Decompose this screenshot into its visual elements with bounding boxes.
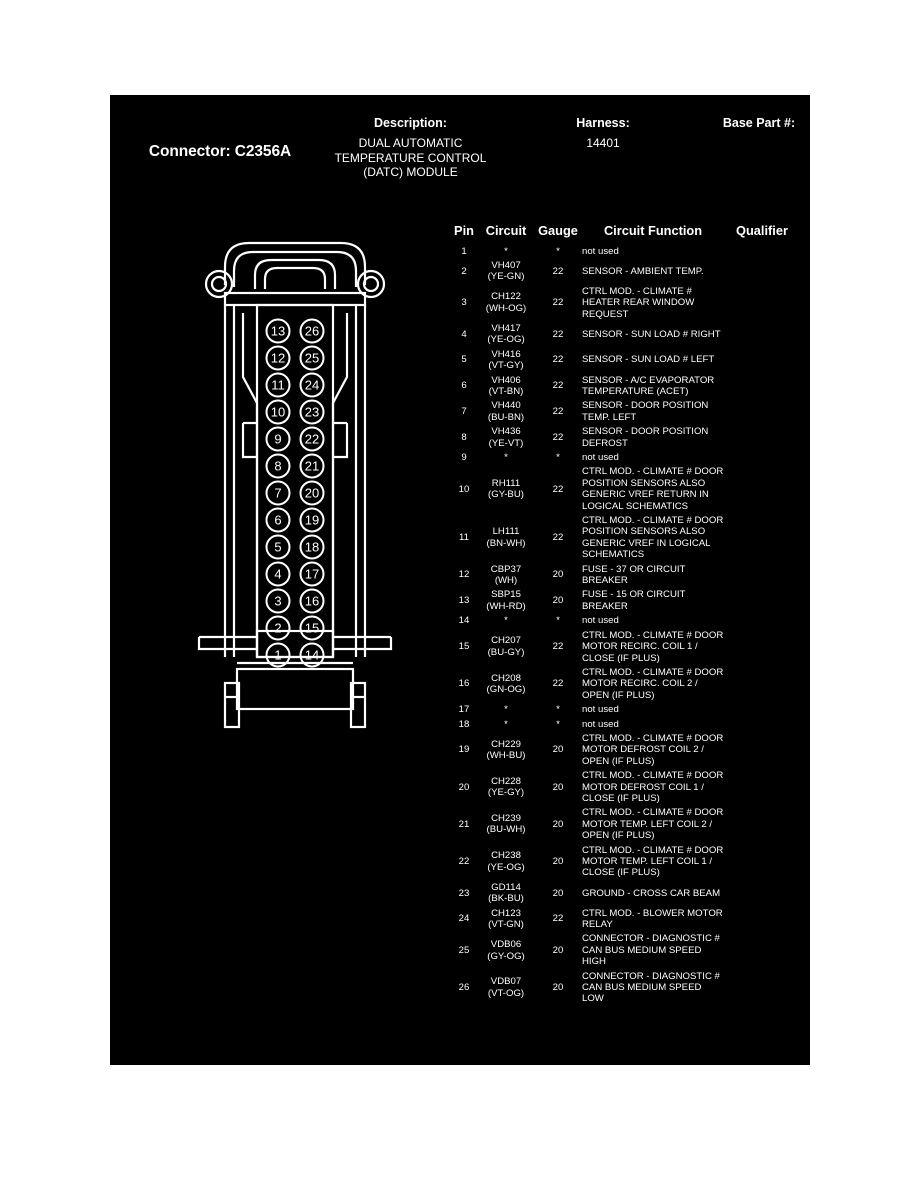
harness-label: Harness: [576, 116, 630, 130]
cell-pin: 15 [458, 641, 470, 653]
cell-qualifier [724, 514, 800, 563]
cell-circuit [478, 588, 534, 614]
cell-pin: 10 [458, 483, 470, 495]
table-row [450, 451, 800, 465]
cell-qualifier [724, 731, 800, 768]
cell-circuit-function: SENSOR - A/C EVAPORATOR TEMPERATURE (ACET) [582, 374, 715, 397]
cell-gauge: * [556, 452, 560, 463]
table-row [450, 244, 800, 258]
cell-gauge: 20 [552, 818, 564, 830]
circuit-code: VH440 [491, 400, 521, 412]
cell-qualifier [724, 932, 800, 969]
cell-qualifier [724, 451, 800, 465]
column-header-circuit: Circuit [485, 223, 527, 238]
cell-circuit-function: SENSOR - DOOR POSITION TEMP. LEFT [582, 400, 709, 423]
cell-circuit [478, 373, 534, 399]
cell-gauge: 22 [552, 406, 564, 418]
cell-pin: 14 [458, 615, 470, 627]
cell-gauge: 22 [552, 380, 564, 392]
cell-circuit-function: CTRL MOD. - CLIMATE # DOOR MOTOR DEFROST COIL 1 / CLOSE (IF PLUS) [582, 770, 724, 804]
cell-pin: 18 [458, 718, 470, 730]
cell-circuit [478, 703, 534, 717]
circuit-code: CH228 [491, 775, 521, 787]
table-row [450, 665, 800, 702]
cell-pin: 2 [461, 265, 467, 277]
circuit-code: VH406 [491, 374, 521, 386]
pin-number-5: 5 [274, 539, 282, 555]
circuit-code: VDB06 [490, 939, 522, 951]
cell-qualifier [724, 614, 800, 628]
cell-qualifier [724, 373, 800, 399]
cell-gauge: 20 [552, 595, 564, 607]
table-row [450, 284, 800, 321]
circuit-code: VH417 [491, 322, 521, 334]
cell-gauge: 22 [552, 328, 564, 340]
cell-gauge: * [556, 704, 560, 716]
cell-gauge: 22 [552, 265, 564, 277]
circuit-code: CH122 [491, 291, 521, 303]
cell-gauge: 20 [552, 982, 564, 994]
cell-circuit-function: CONNECTOR - DIAGNOSTIC # CAN BUS MEDIUM SPEED HIGH [582, 933, 720, 968]
pin-number-22: 22 [304, 431, 320, 447]
circuit-code: CBP37 [490, 563, 522, 575]
cell-circuit [478, 514, 534, 563]
cell-circuit [478, 717, 534, 731]
cell-qualifier [724, 321, 800, 347]
cell-circuit-function: SENSOR - DOOR POSITION DEFROST [582, 426, 709, 449]
cell-pin: 22 [458, 856, 470, 867]
circuit-wire-color: (WH-BU) [486, 750, 526, 762]
cell-gauge: * [556, 245, 560, 257]
cell-circuit-function: not used [582, 704, 619, 716]
circuit-wire-color: (WH-OG) [485, 302, 527, 314]
circuit-code: CH207 [491, 635, 521, 647]
cell-qualifier [724, 717, 800, 731]
cell-qualifier [724, 244, 800, 258]
cell-pin: 17 [458, 704, 470, 716]
cell-gauge: 20 [552, 944, 564, 956]
column-header-function: Circuit Function [603, 223, 703, 238]
table-row [450, 514, 800, 563]
cell-circuit-function: CONNECTOR - DIAGNOSTIC # CAN BUS MEDIUM SPEED LOW [582, 970, 720, 1005]
circuit-code: SBP15 [491, 589, 521, 601]
table-row [450, 628, 800, 665]
cell-circuit-function: FUSE - 15 OR CIRCUIT BREAKER [582, 589, 686, 612]
cell-circuit-function: CTRL MOD. - CLIMATE # DOOR MOTOR RECIRC. COIL 1 / CLOSE (IF PLUS) [582, 629, 724, 664]
cell-circuit [478, 399, 534, 425]
connector-datasheet-panel [110, 95, 810, 1065]
pinout-table [450, 223, 800, 1006]
pin-number-24: 24 [304, 377, 320, 393]
pin-number-10: 10 [270, 404, 286, 420]
cell-qualifier [724, 562, 800, 588]
cell-pin: 3 [461, 297, 467, 309]
cell-circuit [478, 284, 534, 321]
cell-circuit [478, 347, 534, 373]
cell-circuit [478, 731, 534, 768]
pinout-table-body [450, 244, 800, 1006]
cell-qualifier [724, 425, 800, 451]
circuit-wire-color: (BN-WH) [486, 537, 526, 549]
cell-circuit [478, 769, 534, 806]
cell-qualifier [724, 969, 800, 1006]
cell-qualifier [724, 769, 800, 806]
cell-pin: 6 [461, 380, 467, 392]
cell-qualifier [724, 665, 800, 702]
cell-circuit [478, 244, 534, 258]
circuit-code: LH111 [492, 526, 520, 538]
pin-number-3: 3 [274, 593, 282, 609]
circuit-wire-color: (BU-GY) [487, 646, 525, 658]
base-part-label: Base Part #: [722, 116, 796, 130]
cell-pin: 1 [461, 245, 467, 257]
circuit-code: VH436 [491, 426, 521, 438]
pin-number-12: 12 [270, 350, 286, 366]
cell-circuit [478, 880, 534, 906]
cell-pin: 7 [461, 406, 467, 418]
column-header-gauge: Gauge [538, 223, 578, 238]
table-row [450, 731, 800, 768]
table-row [450, 465, 800, 514]
pin-number-26: 26 [304, 323, 320, 339]
cell-pin: 25 [458, 944, 470, 956]
pin-number-7: 7 [274, 485, 282, 501]
cell-pin: 13 [458, 595, 470, 607]
table-row [450, 321, 800, 347]
cell-gauge: 20 [552, 569, 564, 581]
pin-number-4: 4 [274, 566, 282, 582]
table-row [450, 562, 800, 588]
pin-number-18: 18 [304, 539, 320, 555]
pin-number-17: 17 [304, 566, 320, 582]
cell-circuit-function: CTRL MOD. - CLIMATE # DOOR MOTOR DEFROST COIL 2 / OPEN (IF PLUS) [582, 732, 724, 767]
cell-circuit-function: not used [582, 452, 619, 463]
table-row [450, 717, 800, 731]
cell-circuit [478, 628, 534, 665]
cell-gauge: 20 [552, 744, 564, 756]
circuit-code: VDB07 [490, 976, 522, 988]
circuit-wire-color: (GY-BU) [488, 489, 524, 501]
cell-pin: 19 [458, 744, 470, 756]
column-header-pin: Pin [454, 223, 474, 238]
column-header-qualifier: Qualifier [736, 223, 788, 238]
table-row [450, 906, 800, 932]
table-row [450, 347, 800, 373]
circuit-wire-color: (BU-BN) [487, 411, 525, 423]
table-row [450, 769, 800, 806]
cell-gauge: 20 [552, 887, 564, 899]
cell-circuit [478, 665, 534, 702]
table-row [450, 614, 800, 628]
pin-number-1: 1 [274, 647, 282, 663]
cell-circuit-function: CTRL MOD. - CLIMATE # DOOR MOTOR TEMP. LEFT COIL 2 / OPEN (IF PLUS) [582, 807, 724, 842]
cell-pin: 4 [461, 328, 467, 340]
connector-id-title: Connector: C2356A [148, 143, 292, 160]
cell-pin: 8 [461, 431, 467, 443]
pin-number-25: 25 [304, 350, 320, 366]
table-row [450, 399, 800, 425]
pin-number-11: 11 [271, 377, 285, 393]
cell-qualifier [724, 258, 800, 284]
cell-circuit-function: not used [582, 615, 619, 627]
circuit-wire-color: (BU-WH) [486, 824, 526, 836]
table-row [450, 258, 800, 284]
pin-number-2: 2 [274, 620, 282, 636]
cell-qualifier [724, 628, 800, 665]
cell-qualifier [724, 906, 800, 932]
description-value: DUAL AUTOMATIC TEMPERATURE CONTROL (DATC) MODULE [334, 136, 487, 179]
table-row [450, 806, 800, 843]
circuit-code: VH416 [491, 348, 521, 360]
cell-circuit-function: SENSOR - SUN LOAD # RIGHT [582, 328, 721, 340]
cell-circuit-function: GROUND - CROSS CAR BEAM [582, 887, 721, 899]
pinout-table-container [450, 223, 800, 1006]
cell-gauge: 22 [552, 431, 564, 443]
cell-circuit-function: not used [582, 245, 619, 257]
cell-gauge: * [556, 718, 560, 730]
pin-number-8: 8 [274, 458, 282, 474]
cell-circuit [478, 614, 534, 628]
cell-circuit-function: not used [582, 718, 619, 730]
cell-circuit [478, 465, 534, 514]
circuit-code: CH239 [491, 813, 521, 825]
cell-circuit [478, 321, 534, 347]
cell-circuit [478, 969, 534, 1006]
cell-qualifier [724, 703, 800, 717]
cell-gauge: * [556, 615, 560, 627]
table-row [450, 880, 800, 906]
circuit-wire-color: (YE-GY) [487, 787, 525, 799]
cell-circuit-function: SENSOR - AMBIENT TEMP. [582, 265, 704, 277]
cell-qualifier [724, 806, 800, 843]
table-row [450, 969, 800, 1006]
circuit-wire-color: (VT-OG) [487, 987, 525, 999]
cell-gauge: 22 [552, 354, 564, 366]
cell-circuit [478, 425, 534, 451]
cell-circuit [478, 451, 534, 465]
cell-circuit-function: CTRL MOD. - BLOWER MOTOR RELAY [582, 907, 723, 931]
circuit-code: CH229 [491, 738, 521, 750]
circuit-wire-color: (GN-OG) [486, 684, 526, 696]
circuit-code: RH111 [491, 477, 521, 489]
base-part-column [690, 116, 850, 136]
circuit-wire-color: (YE-OG) [487, 861, 525, 873]
cell-qualifier [724, 880, 800, 906]
pin-number-19: 19 [304, 512, 320, 528]
circuit-wire-color: (VT-BN) [488, 385, 524, 397]
table-header-row [450, 223, 800, 244]
circuit-wire-color: (YE-GN) [487, 271, 525, 283]
circuit-code: CH123 [491, 907, 521, 919]
cell-gauge: 22 [552, 913, 564, 925]
circuit-code: * [504, 704, 508, 716]
cell-gauge: 22 [552, 641, 564, 653]
pin-number-20: 20 [304, 485, 320, 501]
pin-number-14: 14 [304, 647, 320, 663]
cell-qualifier [724, 588, 800, 614]
description-label: Description: [374, 116, 447, 130]
circuit-code: * [504, 718, 508, 730]
description-column [318, 116, 503, 180]
cell-qualifier [724, 465, 800, 514]
cell-gauge: 20 [552, 856, 564, 867]
cell-gauge: 22 [552, 297, 564, 309]
circuit-wire-color: (WH-RD) [486, 600, 526, 612]
circuit-wire-color: (WH) [494, 575, 518, 587]
cell-pin: 26 [458, 982, 470, 994]
pin-number-13: 13 [270, 323, 286, 339]
circuit-wire-color: (YE-VT) [488, 437, 524, 449]
cell-circuit [478, 258, 534, 284]
cell-gauge: 22 [552, 483, 564, 495]
cell-circuit-function: CTRL MOD. - CLIMATE # DOOR MOTOR TEMP. LEFT COIL 1 / CLOSE (IF PLUS) [582, 844, 724, 879]
cell-qualifier [724, 399, 800, 425]
cell-circuit [478, 806, 534, 843]
cell-circuit-function: FUSE - 37 OR CIRCUIT BREAKER [582, 563, 686, 587]
circuit-code: CH238 [491, 850, 521, 862]
cell-pin: 9 [461, 452, 467, 463]
table-row [450, 843, 800, 880]
pin-circles [267, 320, 324, 667]
cell-pin: 11 [459, 532, 469, 544]
pin-number-9: 9 [274, 431, 282, 447]
cell-circuit-function: CTRL MOD. - CLIMATE # DOOR POSITION SENSORS ALSO GENERIC VREF RETURN IN LOGICAL SCHEMATICS [582, 466, 724, 512]
cell-circuit-function: CTRL MOD. - CLIMATE # DOOR POSITION SENSORS ALSO GENERIC VREF IN LOGICAL SCHEMATICS [582, 515, 724, 561]
cell-circuit [478, 906, 534, 932]
connector-pin-layout-drawing [195, 227, 395, 737]
cell-pin: 20 [458, 781, 470, 793]
circuit-code: VH407 [491, 259, 521, 271]
table-row [450, 703, 800, 717]
table-row [450, 373, 800, 399]
cell-gauge: 20 [552, 781, 564, 793]
circuit-wire-color: (YE-OG) [487, 334, 525, 346]
cell-pin: 12 [458, 569, 470, 581]
cell-circuit [478, 562, 534, 588]
pin-number-6: 6 [274, 512, 282, 528]
cell-qualifier [724, 347, 800, 373]
cell-circuit-function: CTRL MOD. - CLIMATE # DOOR MOTOR RECIRC. COIL 2 / OPEN (IF PLUS) [582, 666, 724, 701]
pin-number-16: 16 [304, 593, 320, 609]
cell-circuit [478, 843, 534, 880]
pin-number-23: 23 [304, 404, 320, 420]
cell-circuit-function: SENSOR - SUN LOAD # LEFT [582, 354, 715, 366]
circuit-wire-color: (VT-GY) [488, 360, 524, 372]
cell-gauge: 22 [552, 532, 564, 544]
datasheet-header [110, 95, 810, 215]
cell-qualifier [724, 284, 800, 321]
cell-circuit-function: CTRL MOD. - CLIMATE # HEATER REAR WINDOW REQUEST [582, 285, 695, 320]
cell-pin: 21 [458, 818, 470, 830]
cell-pin: 16 [458, 678, 470, 690]
circuit-code: * [504, 245, 508, 257]
harness-column [528, 116, 678, 151]
pin-number-21: 21 [304, 458, 320, 474]
circuit-code: CH208 [491, 672, 521, 684]
cell-circuit [478, 932, 534, 969]
cell-pin: 24 [458, 913, 470, 925]
circuit-wire-color: (GY-OG) [487, 950, 525, 962]
table-row [450, 932, 800, 969]
circuit-code: * [504, 615, 508, 627]
circuit-code: GD114 [491, 881, 521, 893]
table-row [450, 588, 800, 614]
cell-gauge: 22 [552, 678, 564, 690]
circuit-wire-color: (BK-BU) [488, 893, 524, 905]
cell-pin: 23 [458, 887, 470, 899]
pin-number-15: 15 [304, 620, 320, 636]
circuit-code: * [504, 452, 508, 463]
table-row [450, 425, 800, 451]
harness-value: 14401 [586, 136, 620, 150]
cell-qualifier [724, 843, 800, 880]
circuit-wire-color: (VT-GN) [488, 919, 524, 931]
cell-pin: 5 [461, 354, 467, 366]
